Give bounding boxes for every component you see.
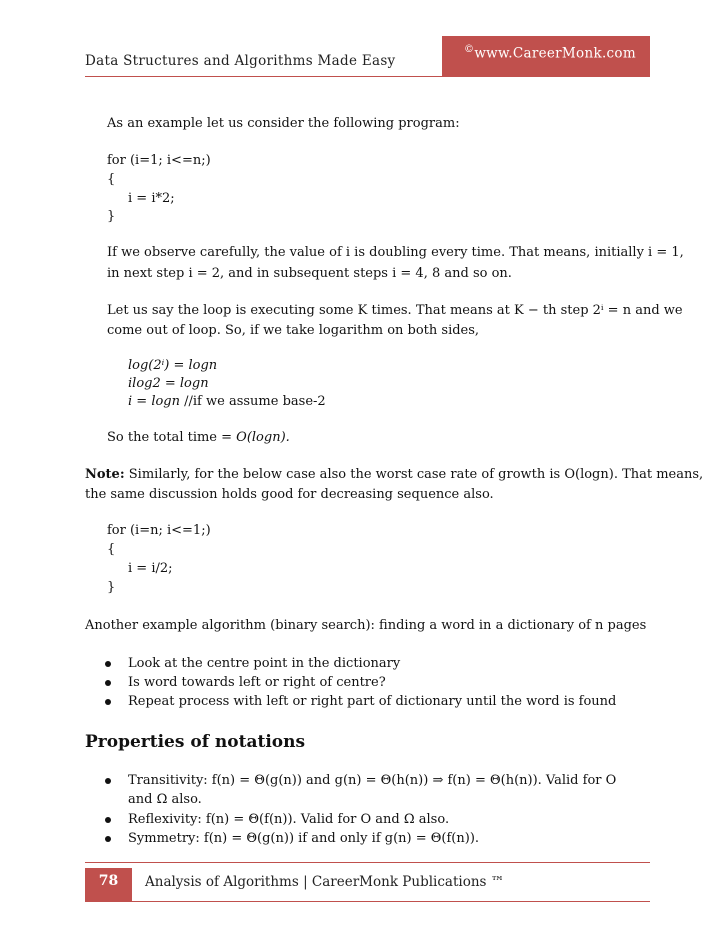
code2-line2: { xyxy=(107,542,116,557)
footer-text: Analysis of Algorithms | CareerMonk Publications ™ xyxy=(145,874,505,890)
code1-line1: for (i=1; i<=n;) xyxy=(107,153,211,168)
bullet-icon xyxy=(105,836,111,842)
footer-top-rule xyxy=(85,862,650,863)
code2-line4: } xyxy=(107,580,116,595)
note-label: Note: xyxy=(85,467,125,482)
copyright-symbol: © xyxy=(464,44,475,55)
total-time-value: O(logn). xyxy=(236,430,290,445)
math-line3-comment: //if we assume base-2 xyxy=(184,394,326,409)
loop-line2: come out of loop. So, if we take logarithm on both sides, xyxy=(107,323,480,338)
header-site xyxy=(464,44,636,62)
list-item: Look at the centre point in the dictionary xyxy=(128,654,400,674)
list-item-continuation: and Ω also. xyxy=(128,792,202,807)
bullet-icon xyxy=(105,699,111,705)
bullet-icon xyxy=(105,661,111,667)
footer-rule xyxy=(132,901,650,902)
observe-line1: If we observe carefully, the value of i is doubling every time. That means, initially i = 1, xyxy=(107,245,684,260)
bullet-icon xyxy=(105,680,111,686)
code2-line1: for (i=n; i<=1;) xyxy=(107,523,211,538)
code1-line3: i = i*2; xyxy=(128,191,175,206)
list-item: Transitivity: f(n) = Θ(g(n)) and g(n) = Θ(h(n)) ⇒ f(n) = Θ(h(n)). Valid for O xyxy=(128,771,616,791)
list-item: Is word towards left or right of centre? xyxy=(128,673,386,693)
bullet-icon xyxy=(105,817,111,823)
observe-line2: in next step i = 2, and in subsequent steps i = 4, 8 and so on. xyxy=(107,266,512,281)
total-time xyxy=(107,428,290,448)
loop-line1: Let us say the loop is executing some K times. That means at K − th step 2ⁱ = n and we xyxy=(107,303,683,318)
math-line3-expr: i = logn xyxy=(128,394,180,409)
header-site-text: www.CareerMonk.com xyxy=(474,45,636,62)
list-item: Symmetry: f(n) = Θ(g(n)) if and only if g(n) = Θ(f(n)). xyxy=(128,829,479,849)
code1-line4: } xyxy=(107,209,116,224)
math-line1: log(2ⁱ) = logn xyxy=(128,358,218,373)
note-line2: the same discussion holds good for decreasing sequence also. xyxy=(85,487,494,502)
code2-line3: i = i/2; xyxy=(128,561,173,576)
header-title: Data Structures and Algorithms Made Easy xyxy=(85,53,396,69)
section-heading: Properties of notations xyxy=(85,732,306,752)
page-number: 78 xyxy=(98,873,119,889)
example-text: Another example algorithm (binary search): finding a word in a dictionary of n pages xyxy=(85,618,647,633)
header-rule xyxy=(85,76,650,77)
intro-text: As an example let us consider the following program: xyxy=(107,116,460,131)
code1-line2: { xyxy=(107,172,116,187)
note-text1: Similarly, for the below case also the worst case rate of growth is O(logn). That means, xyxy=(128,467,704,482)
total-time-prefix: So the total time = xyxy=(107,430,233,445)
list-item: Reflexivity: f(n) = Θ(f(n)). Valid for O and Ω also. xyxy=(128,810,449,830)
note-line1 xyxy=(85,465,703,485)
bullet-icon xyxy=(105,778,111,784)
math-line3 xyxy=(128,392,326,412)
list-item: Repeat process with left or right part of dictionary until the word is found xyxy=(128,692,616,712)
math-line2: ilog2 = logn xyxy=(128,376,209,391)
